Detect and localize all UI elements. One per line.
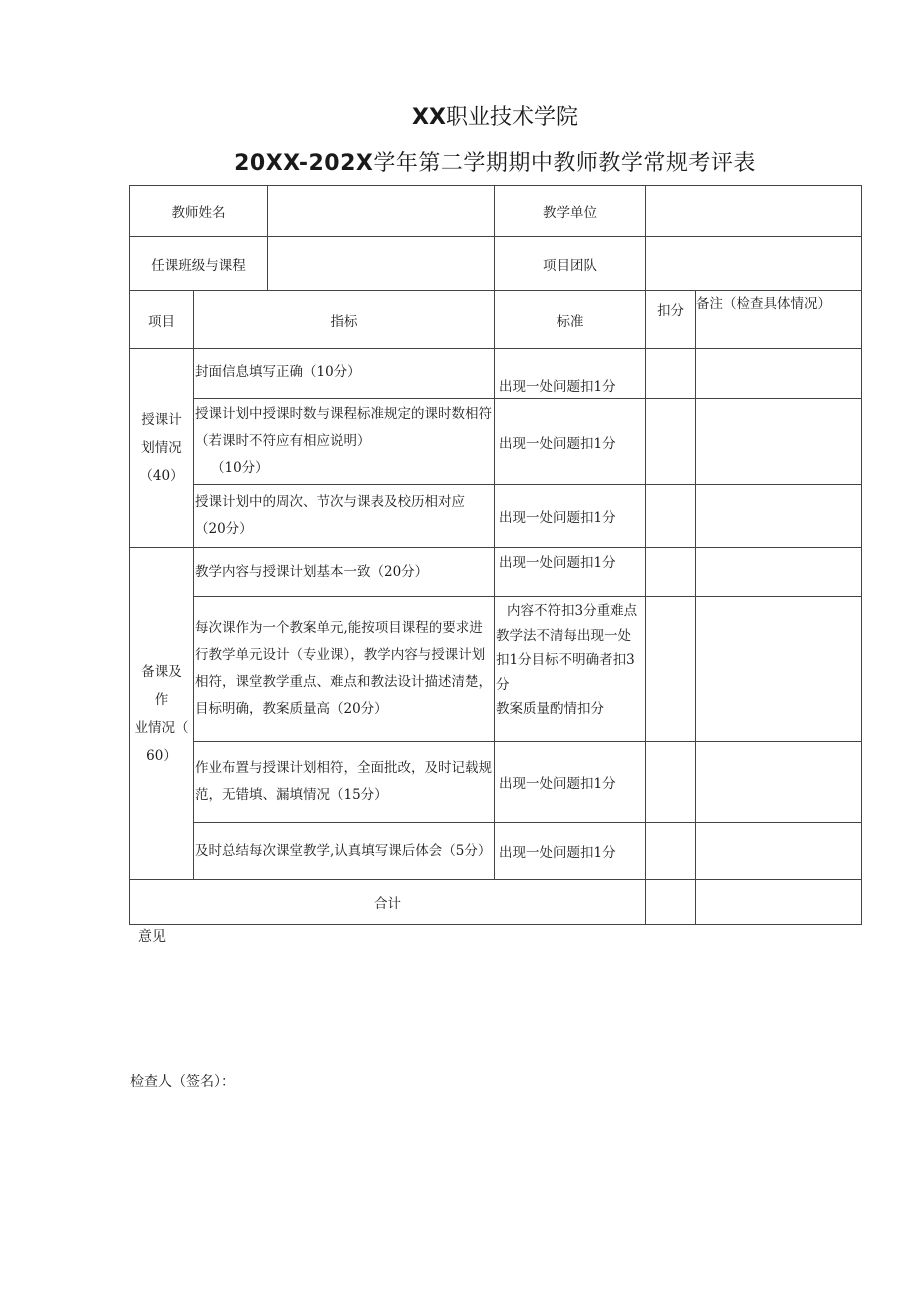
column-indicator: 指标 — [194, 291, 495, 349]
section-name-line: 授课计 — [141, 412, 182, 428]
section-name-line: 作 — [154, 691, 169, 708]
table-row — [130, 597, 862, 742]
standard-text-2: 教案质量酌情扣分 — [496, 701, 604, 717]
indicator-cell: 封面信息填写正确（10分） — [194, 349, 495, 399]
standard-cell — [495, 597, 646, 742]
section-name-line: （40） — [139, 468, 184, 484]
total-remark-field[interactable] — [696, 880, 862, 925]
indicator-cell: 作业布置与授课计划相符，全面批改，及时记载规范，无错填、漏填情况（15分） — [194, 742, 495, 823]
form-title — [0, 146, 920, 177]
deduct-field[interactable] — [646, 742, 696, 823]
deduct-field[interactable] — [646, 349, 696, 399]
form-title-bold: 20XX-202X — [234, 151, 374, 176]
column-standard: 标准 — [495, 291, 646, 349]
info-row-teacher — [130, 186, 862, 237]
standard-cell: 出现一处问题扣1分 — [495, 742, 646, 823]
column-project: 项目 — [130, 291, 194, 349]
section-preparation-homework — [130, 548, 194, 880]
remark-field[interactable] — [696, 485, 862, 548]
remark-field[interactable] — [696, 823, 862, 880]
inspector-signature-label: 检查人（签名）： — [130, 1074, 235, 1090]
form-title-rest: 学年第二学期期中教师教学常规考评表 — [373, 151, 756, 176]
teaching-unit-label: 教学单位 — [495, 186, 646, 237]
teacher-name-field[interactable] — [268, 186, 495, 237]
standard-cell: 出现一处问题扣1分 — [495, 823, 646, 880]
remark-field[interactable] — [696, 548, 862, 597]
info-row-class — [130, 237, 862, 291]
standard-text: 内容不符扣3分重难点教学法不清每出现一处扣1分目标不明确者扣3分 — [496, 603, 638, 693]
table-row — [130, 399, 862, 485]
indicator-cell: 教学内容与授课计划基本一致（20分） — [194, 548, 495, 597]
table-row — [130, 349, 862, 399]
class-course-field[interactable] — [268, 237, 495, 291]
table-row — [130, 823, 862, 880]
project-team-field[interactable] — [646, 237, 862, 291]
table-row — [130, 548, 862, 597]
section-name-line: 60） — [146, 747, 177, 764]
deduct-field[interactable] — [646, 399, 696, 485]
table-row — [130, 742, 862, 823]
project-team-label: 项目团队 — [495, 237, 646, 291]
indicator-text: 授课计划中授课时数与课程标准规定的课时数相符（若课时不符应有相应说明） — [195, 406, 492, 449]
deduct-field[interactable] — [646, 485, 696, 548]
class-course-label: 任课班级与课程 — [130, 237, 268, 291]
section-lesson-plan — [130, 349, 194, 548]
table-row — [130, 485, 862, 548]
total-label: 合计 — [130, 880, 646, 925]
teacher-name-label: 教师姓名 — [130, 186, 268, 237]
standard-cell: 出现一处问题扣1分 — [495, 548, 646, 597]
remark-field[interactable] — [696, 399, 862, 485]
deduct-field[interactable] — [646, 823, 696, 880]
teaching-unit-field[interactable] — [646, 186, 862, 237]
standard-cell: 出现一处问题扣1分 — [495, 349, 646, 399]
total-row — [130, 880, 862, 925]
indicator-cell: 每次课作为一个教案单元,能按项目课程的要求进行教学单元设计（专业课），教学内容与授课计划相符，课堂教学重点、难点和教法设计描述清楚，目标明确，教案质量高（20分） — [194, 597, 495, 742]
section-name-line: 划情况 — [141, 440, 182, 456]
evaluation-table — [129, 185, 862, 925]
indicator-tail: （10分） — [211, 460, 269, 476]
indicator-cell: 及时总结每次课堂教学,认真填写课后体会（5分） — [194, 823, 495, 880]
remark-field[interactable] — [696, 742, 862, 823]
institution-title-rest: 职业技术学院 — [445, 105, 578, 130]
total-deduct-field[interactable] — [646, 880, 696, 925]
deduct-field[interactable] — [646, 548, 696, 597]
remark-field[interactable] — [696, 349, 862, 399]
indicator-cell — [194, 399, 495, 485]
section-name-line: 业情况（ — [134, 719, 189, 736]
column-deduct: 扣分 — [646, 291, 696, 349]
indicator-cell: 授课计划中的周次、节次与课表及校历相对应（20分） — [194, 485, 495, 548]
column-header-row — [130, 291, 862, 349]
institution-title-bold: XX — [412, 105, 446, 130]
column-remark: 备注（检查具体情况） — [696, 291, 862, 349]
standard-cell: 出现一处问题扣1分 — [495, 399, 646, 485]
institution-title — [0, 100, 920, 131]
remark-field[interactable] — [696, 597, 862, 742]
deduct-field[interactable] — [646, 597, 696, 742]
opinion-label: 意见 — [138, 929, 166, 945]
section-name-line: 备课及 — [141, 663, 182, 680]
standard-cell: 出现一处问题扣1分 — [495, 485, 646, 548]
